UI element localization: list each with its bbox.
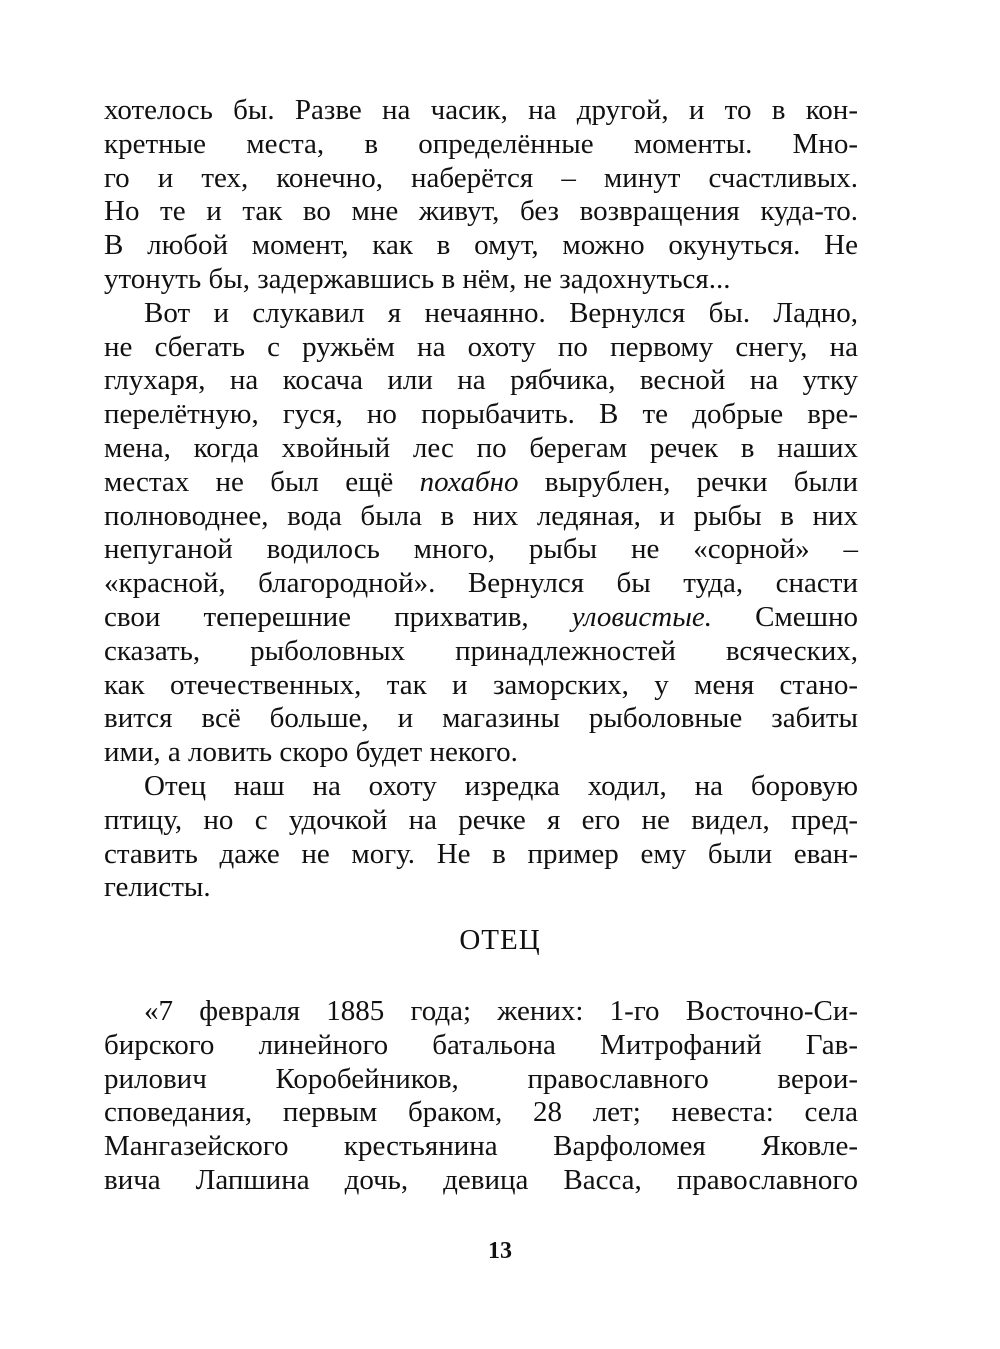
text-line: Отец наш на охоту изредка ходил, на боровую xyxy=(144,769,858,802)
chapter-heading: ОТЕЦ xyxy=(459,924,541,956)
text-line: вится всё больше, и магазины рыболовные забиты xyxy=(104,702,858,735)
body-text-top xyxy=(104,94,858,905)
text-line: непуганой водилось много, рыбы не «сорной» – xyxy=(104,533,858,566)
text-line: хотелось бы. Разве на часик, на другой, и то в кон- xyxy=(104,94,858,126)
text-line: вича Лапшина дочь, девица Васса, православного xyxy=(104,1163,858,1196)
text-line: кретные места, в определённые моменты. Мно- xyxy=(104,127,858,160)
text-line: не сбегать с ружьём на охоту по первому снегу, на xyxy=(104,330,858,363)
italic-word: похабно xyxy=(419,465,519,498)
text-line: «красной, благородной». Вернулся бы туда, снасти xyxy=(104,567,858,600)
text-line: бирского линейного батальона Митрофаний Гав- xyxy=(104,1028,858,1061)
page-number: 13 xyxy=(488,1238,512,1264)
text-line: рилович Коробейников, православного верои- xyxy=(104,1062,858,1095)
text-line: перелётную, гуся, но порыбачить. В те добрые вре- xyxy=(104,398,858,431)
text-segment: местах не был ещё xyxy=(104,465,420,498)
text-line: «7 февраля 1885 года; жених: 1-го Восточно-Си- xyxy=(144,995,858,1027)
text-line: сказать, рыболовных принадлежностей всяческих, xyxy=(104,634,858,667)
text-line xyxy=(104,601,858,635)
text-line: полноводнее, вода была в них ледяная, и рыбы в них xyxy=(104,499,858,532)
text-line: глухаря, на косача или на рябчика, весной на утку xyxy=(104,364,858,397)
text-line: споведания, первым браком, 28 лет; невеста: села xyxy=(104,1096,858,1129)
text-segment: свои теперешние прихватив, xyxy=(104,600,572,633)
text-segment: вырублен, речки были xyxy=(518,465,858,498)
text-line: птицу, но с удочкой на речке я его не видел, пред- xyxy=(104,803,858,836)
text-line: го и тех, конечно, наберётся – минут счастливых. xyxy=(104,161,858,194)
text-line: утонуть бы, задержавшись в нём, не задохнуться... xyxy=(104,262,731,295)
text-line: Мангазейского крестьянина Варфоломея Яковле- xyxy=(104,1130,858,1163)
italic-word: уловистые. xyxy=(571,600,713,633)
body-text-bottom xyxy=(104,995,858,1198)
text-line: гелисты. xyxy=(104,871,211,904)
text-segment: Смешно xyxy=(712,600,858,633)
text-line: Вот и слукавил я нечаянно. Вернулся бы. Ладно, xyxy=(144,296,858,329)
text-line xyxy=(104,466,858,500)
text-line: мена, когда хвойный лес по берегам речек в наших xyxy=(104,431,858,464)
text-line: ими, а ловить скоро будет некого. xyxy=(104,736,518,769)
text-line: ставить даже не могу. Не в пример ему были еван- xyxy=(104,837,858,870)
text-line: В любой момент, как в омут, можно окунуться. Не xyxy=(104,229,858,262)
text-line: как отечественных, так и заморских, у меня стано- xyxy=(104,668,858,701)
text-line: Но те и так во мне живут, без возвращения куда-то. xyxy=(104,195,858,228)
